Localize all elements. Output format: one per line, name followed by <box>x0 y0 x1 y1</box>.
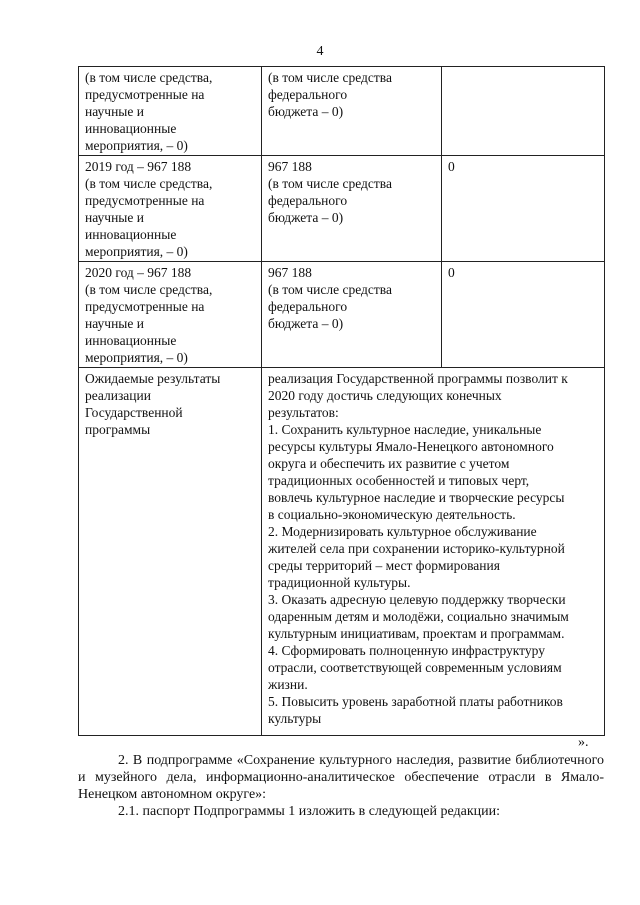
program-passport-table <box>78 66 605 736</box>
table-row <box>79 156 605 262</box>
closing-quote: ». <box>578 735 589 750</box>
table-cell-other-2020: 0 <box>442 262 605 368</box>
table-cell-funding-total: (в том числе средства, предусмотренные на научные и инновационные мероприятия, – 0) <box>79 67 262 156</box>
table-cell-regional-2020: 967 188 (в том числе средства федерального бюджета – 0) <box>262 262 442 368</box>
table-row <box>79 262 605 368</box>
expected-results-label: Ожидаемые результаты реализации Государственной программы <box>79 368 262 736</box>
expected-results-text: реализация Государственной программы позволит к 2020 году достичь следующих конечных результатов: 1. Сохранить культурное наследие, уникальные ресурсы культуры Ямало-Ненецкого автономного округа и обеспечить их развитие с учетом традиционных особенностей и типовых черт, вовлечь культурное наследие и творческие ресурсы в социально-экономическую деятельность. 2. Модернизировать культурное обслуживание жителей села при сохранении историко-культурной среды территорий – мест формирования традиционной культуры. 3. Оказать адресную целевую поддержку творчески одаренным детям и молодёжи, социально значимым культурным инициативам, проектам и программам. 4. Сформировать полноценную инфраструктуру отрасли, соответствующей современным условиям жизни. 5. Повысить уровень заработной платы работников культуры <box>262 368 605 736</box>
amendment-paragraph-2-1: 2.1. паспорт Подпрограммы 1 изложить в следующей редакции: <box>118 804 501 819</box>
table-cell-other-2019: 0 <box>442 156 605 262</box>
table-row-expected-results <box>79 368 605 736</box>
amendment-paragraph-2: 2. В подпрограмме «Сохранение культурного наследия, развитие библиотечного и музейного дела, информационно-аналитическое обеспечение отрасли в Ямало-Ненецком автономном округе»: <box>78 753 604 802</box>
table-cell-empty <box>442 67 605 156</box>
table-cell-funding-2019: 2019 год – 967 188 (в том числе средства, предусмотренные на научные и инновационные мероприятия, – 0) <box>79 156 262 262</box>
table-row <box>79 67 605 156</box>
table-cell-federal-note: (в том числе средства федерального бюджета – 0) <box>262 67 442 156</box>
table-cell-regional-2019: 967 188 (в том числе средства федерального бюджета – 0) <box>262 156 442 262</box>
page-number: 4 <box>316 44 324 59</box>
table-cell-funding-2020: 2020 год – 967 188 (в том числе средства, предусмотренные на научные и инновационные мероприятия, – 0) <box>79 262 262 368</box>
